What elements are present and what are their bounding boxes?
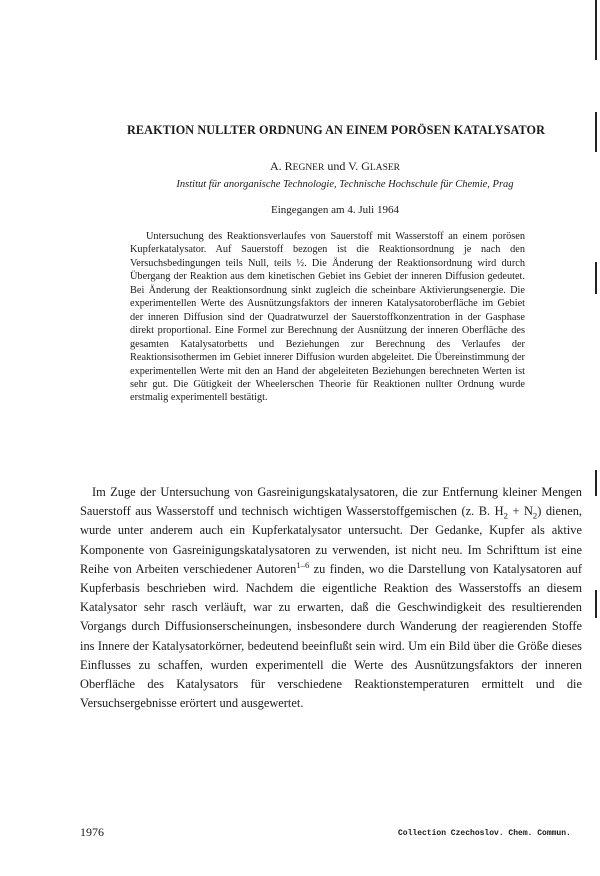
page-number: 1976 xyxy=(80,825,104,839)
journal-footer: Collection Czechoslov. Chem. Commun. xyxy=(398,829,571,838)
abstract-text-1: Untersuchung des Reaktionsverlaufes von Sauerstoff mit Wasserstoff an einem porösen Kupferkatalysator. Auf Sauerstoff bezogen ist die Reaktionsordnung je nach den Versuchsbedingungen teils Null, teils xyxy=(130,231,525,269)
subscript-h2: 2 xyxy=(503,510,508,521)
paper-title: REAKTION NULLTER ORDNUNG AN EINEM PORÖSEN KATALYSATOR xyxy=(127,123,545,137)
author-1-smallcaps: EGNER xyxy=(292,163,325,173)
scan-edge-line xyxy=(595,112,597,152)
body-paragraph xyxy=(80,483,582,713)
subscript-n2: 2 xyxy=(532,510,538,521)
scan-edge-line xyxy=(595,0,597,60)
institute-affiliation: Institut für anorganische Technologie, Technische Hochschule für Chemie, Prag xyxy=(176,179,514,190)
scan-edge-line xyxy=(595,262,597,294)
abstract-text-2: . Die Änderung der Reaktionsordnung wird durch Übergang der Reaktion aus dem kinetischen Gebiet ins Gebiet der inneren Diffusion gedeutet. Bei Änderung der Reaktionsordnung sinkt zugleich die scheinbare Aktivierungsenergie. Die experimentellen Werte des Ausnützungsfaktors der inneren Katalysatoroberfläche im Gebiet der inneren Diffusion sind der Quadratwurzel der Sauerstoffkonzentration in der Gasphase direkt proportional. Eine Formel zur Berechnung der Ausnützung der inneren Oberfläche des gesamten Katalysatorbetts und Beziehungen zur Berechnung des Verlaufes der Reaktionsisothermen im Gebiet innerer Diffusion wurden abgeleitet. Die Übereinstimmung der experimentellen Werte mit den an Hand der abgeleiteten Beziehungen berechneten Werten ist sehr gut. Die Gütigkeit der Wheelerschen Theorie für Reaktionen nullter Ordnung wurde erstmalig experimentell bestätigt. xyxy=(130,257,525,404)
authors xyxy=(90,159,580,174)
reference-superscript: 1–6 xyxy=(296,559,310,570)
body-text-2: ) dienen, wurde unter anderem auch ein Kupferkatalysator untersucht. Der Gedanke, Kupfer als aktive Komponente von Gasreinigungskatalysatoren zu verwenden, ist nicht neu. Im Schrifttum ist eine Reihe von Arbeiten verschiedener Autoren xyxy=(80,504,582,576)
author-2-initial: V. G xyxy=(348,159,370,173)
body-plus-n: + N xyxy=(507,504,533,519)
abstract xyxy=(130,230,525,405)
body-text-3: zu finden, wo die Darstellung von Katalysatoren auf Kupferbasis beschrieben wird. Nachdem die eigentliche Reaktion des Wasserstoffs an diesem Katalysator sehr rasch verläuft, war zu erwarten, daß die Geschwindigkeit des resultierenden Vorgangs durch Diffusionserscheinungen, insbesondere durch Wanderung der reagierenden Stoffe ins Innere der Katalysatorkörner, bedeutend beeinflußt sein wird. Um ein Bild über die Größe dieses Einflusses zu schaffen, wurden experimentell die Werte des Ausnützungsfaktors der inneren Oberfläche des Katalysators für verschiedene Reaktionstemperaturen ermittelt und die Versuchsergebnisse erörtert und ausgewertet. xyxy=(80,561,582,711)
body-text-1: Im Zuge der Untersuchung von Gasreinigungskatalysatoren, die zur Entfernung kleiner Mengen Sauerstoff aus Wasserstoff und technisch wichtigen Wasserstoffgemischen (z. B. H xyxy=(80,485,582,519)
author-conjunction: und xyxy=(324,159,349,173)
author-2-smallcaps: LASER xyxy=(369,163,401,173)
scan-edge-line xyxy=(595,470,597,496)
abstract-fraction: ½ xyxy=(296,257,305,269)
scan-edge-line xyxy=(595,590,597,618)
author-1-initial: A. R xyxy=(269,159,293,173)
received-date: Eingegangen am 4. Juli 1964 xyxy=(270,204,399,216)
